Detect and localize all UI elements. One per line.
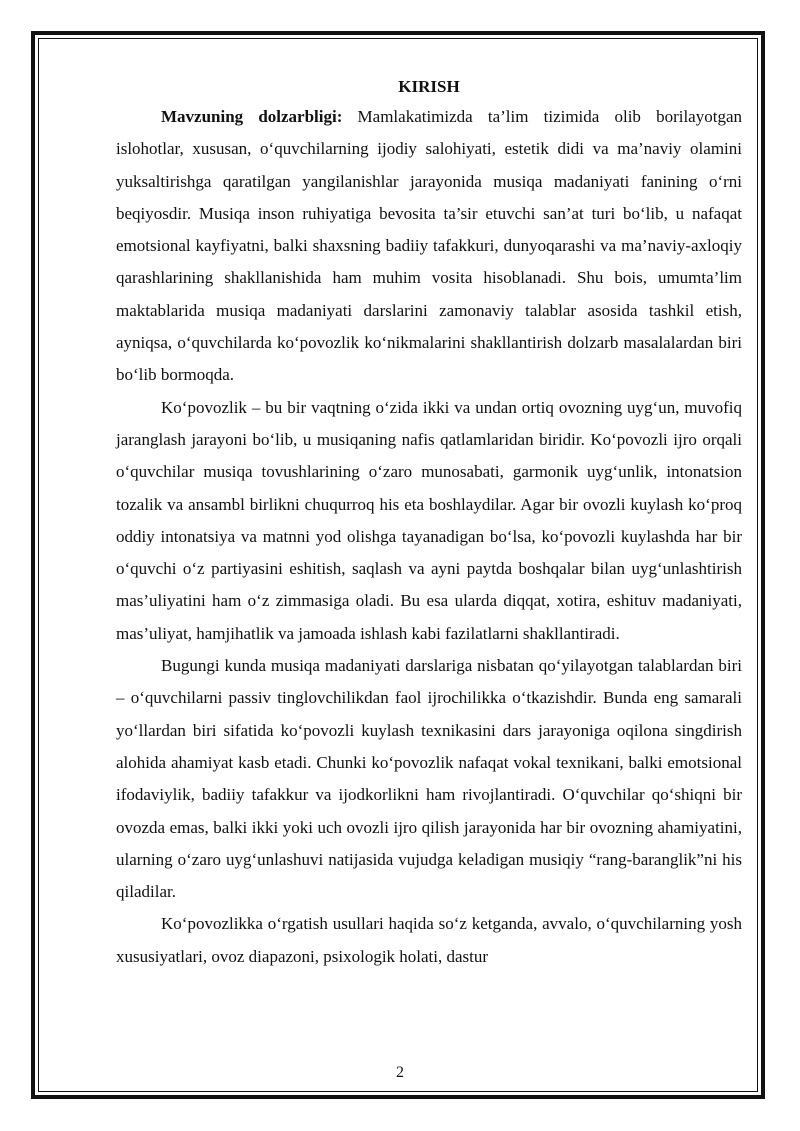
paragraph-modern-requirements: Bugungi kunda musiqa madaniyati darslariga nisbatan qo‘yilayotgan talablardan biri – o‘quvchilarni passiv tinglovchilikdan faol ijrochilikka o‘tkazishdir. Bunda eng samarali yo‘llardan biri sifatida ko‘povozli kuylash texnikasini dars jarayoniga oqilona singdirish alohida ahamiyat kasb etadi. Chunki ko‘povozlik nafaqat vokal texnikani, balki emotsional ifodaviylik, badiiy tafakkur va ijodkorlikni ham rivojlantiradi. O‘quvchilar qo‘shiqni bir ovozda emas, balki ikki yoki uch ovozli ijro qilish jarayonida har bir ovozning ahamiyatini, ularning o‘zaro uyg‘unlashuvi natijasida vujudga keladigan musiqiy “rang-baranglik”ni his qiladilar.: [116, 656, 742, 902]
paragraph-relevance: [116, 101, 742, 392]
paragraph-polyphony-definition: Ko‘povozlik – bu bir vaqtning o‘zida ikki va undan ortiq ovozning uyg‘un, muvofiq jaranglash jarayoni bo‘lib, u musiqaning nafis qatlamlaridan biridir. Ko‘povozli ijro orqali o‘quvchilar musiqa tovushlarining o‘zaro munosabati, garmonik uyg‘unlik, intonatsion tozalik va ansambl birlikni chuqurroq his eta boshlaydilar. Agar bir ovozli kuylash ko‘proq oddiy intonatsiya va matnni yod olishga tayanadigan bo‘lsa, ko‘povozli kuylashda har bir o‘quvchi o‘z partiyasini eshitish, saqlash va ayni paytda boshqalar bilan uyg‘unlashtirish mas’uliyatini ham o‘z zimmasiga oladi. Bu esa ularda diqqat, xotira, eshituv madaniyati, mas’uliyat, hamjihatlik va jamoada ishlash kabi fazilatlarni shakllantiradi.: [116, 397, 742, 643]
paragraph-teaching-methods: Ko‘povozlikka o‘rgatish usullari haqida so‘z ketganda, avvalo, o‘quvchilarning yosh xususiyatlari, ovoz diapazoni, psixologik holati, dastur: [116, 914, 742, 966]
paragraph-lead: Mavzuning dolzarbligi:: [161, 107, 343, 126]
paragraph-text: Mamlakatimizda ta’lim tizimida olib borilayotgan islohotlar, xususan, o‘quvchilarning ijodiy salohiyati, estetik didi va ma’naviy olamini yuksaltirishga qaratilgan yangilanishlar jarayonida musiqa madaniyati fanining o‘rni beqiyosdir. Musiqa inson ruhiyatiga bevosita ta’sir etuvchi san’at turi bo‘lib, u nafaqat emotsional kayfiyatni, balki shaxsning badiiy tafakkuri, dunyoqarashi va ma’naviy-axloqiy qarashlarining shakllanishida ham muhim vosita hisoblanadi. Shu bois, umumta’lim maktablarida musiqa madaniyati darslarini zamonaviy talablar asosida tashkil etish, ayniqsa, o‘quvchilarda ko‘povozlik ko‘nikmalarini shakllantirish dolzarb masalalardan biri bo‘lib bormoqda.: [116, 107, 743, 385]
section-title: KIRISH: [398, 77, 460, 96]
page-number: 2: [396, 1064, 404, 1081]
document-body: [116, 74, 742, 973]
